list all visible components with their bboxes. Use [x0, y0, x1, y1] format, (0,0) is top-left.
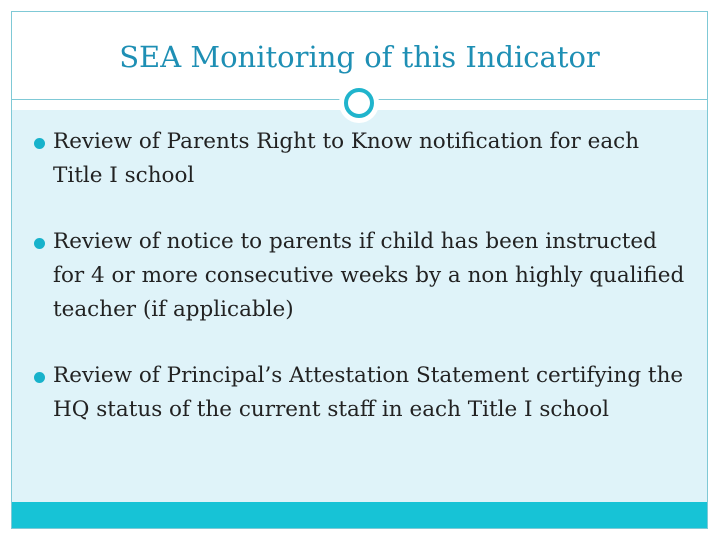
- bullet-list: [34, 125, 694, 459]
- bullet-dot-icon: [34, 138, 45, 149]
- ring-icon: [344, 88, 374, 118]
- bullet-dot-icon: [34, 372, 45, 383]
- bullet-item: [34, 225, 694, 327]
- bullet-text: Review of notice to parents if child has been instructed for 4 or more consecutive weeks by a non highly qualified teacher (if applicable): [53, 229, 685, 322]
- footer-bar: [12, 502, 707, 528]
- bullet-dot-icon: [34, 238, 45, 249]
- circle-ornament-icon: [339, 83, 379, 123]
- bullet-item: [34, 125, 694, 193]
- slide-title: SEA Monitoring of this Indicator: [119, 40, 600, 74]
- slide: [11, 11, 708, 529]
- bullet-text: Review of Parents Right to Know notification for each Title I school: [53, 129, 640, 188]
- bullet-item: [34, 359, 694, 427]
- bullet-text: Review of Principal’s Attestation Statement certifying the HQ status of the current staff in each Title I school: [53, 363, 684, 422]
